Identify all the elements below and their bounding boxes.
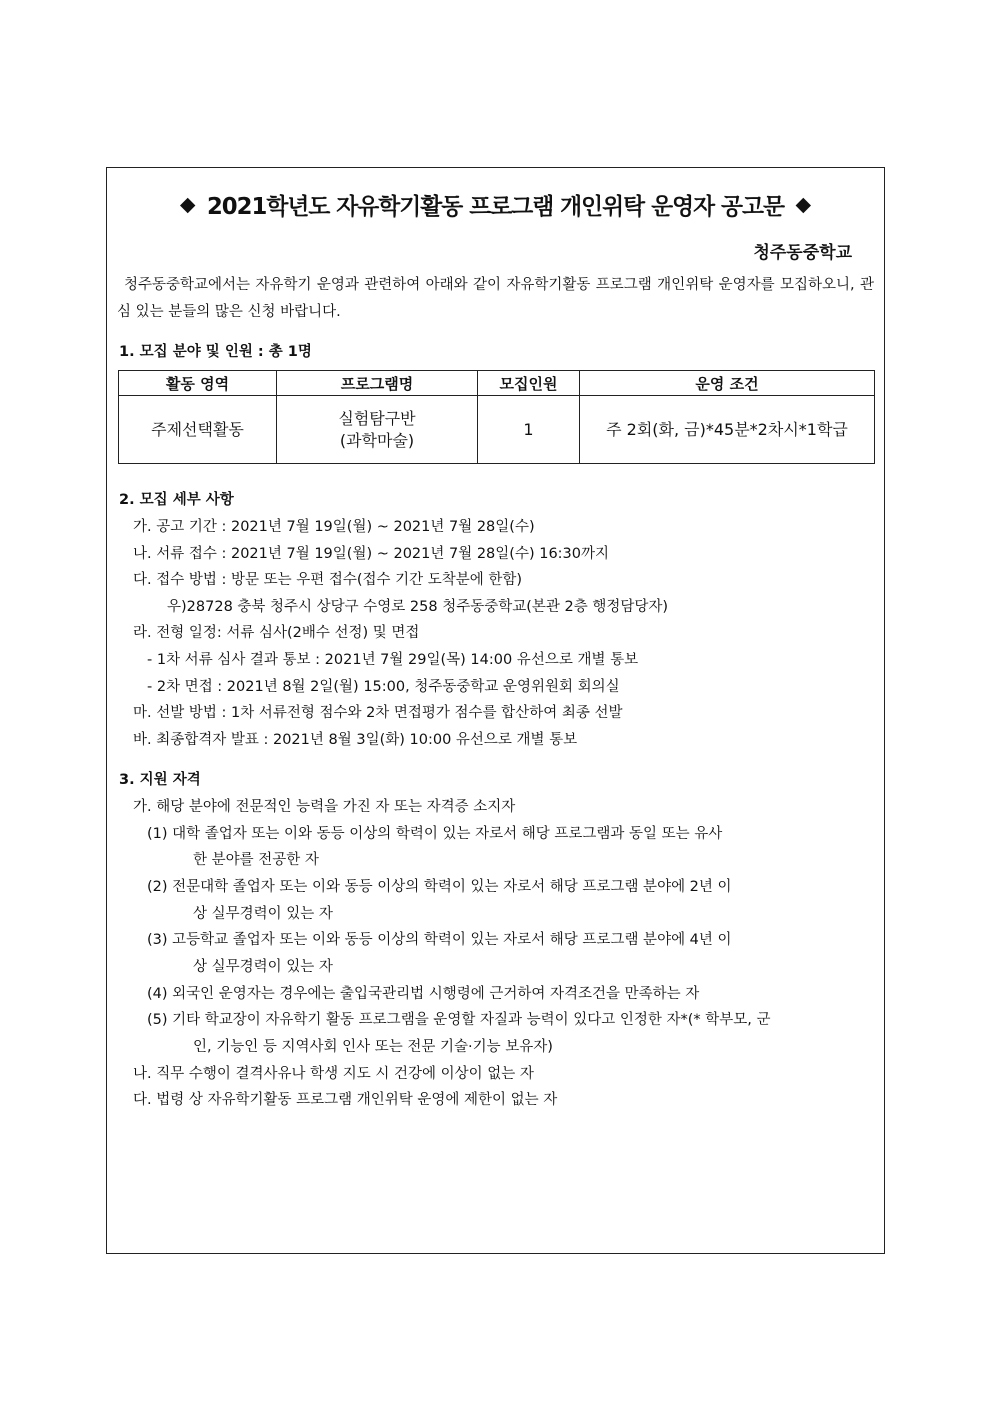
qualification-line: 가. 해당 분야에 전문적인 능력을 가진 자 또는 자격증 소지자	[133, 799, 516, 815]
detail-line: 라. 전형 일정: 서류 심사(2배수 선정) 및 면접	[133, 625, 420, 641]
intro-paragraph: 청주동중학교에서는 자유학기 운영과 관련하여 아래와 같이 자유학기활동 프로그램 개인위탁 운영자를 모집하오니, 관심 있는 분들의 많은 신청 바랍니다.	[117, 277, 874, 320]
qualification-line: (2) 전문대학 졸업자 또는 이와 동등 이상의 학력이 있는 자로서 해당 프로그램 분야에 2년 이	[147, 879, 732, 895]
table-header: 활동 영역	[119, 371, 277, 396]
qualification-line: 상 실무경력이 있는 자	[193, 959, 333, 975]
detail-line: 다. 접수 방법 : 방문 또는 우편 접수(접수 기간 도착분에 한함)	[133, 572, 523, 588]
qualification-line: (4) 외국인 운영자는 경우에는 출입국관리법 시행령에 근거하여 자격조건을 만족하는 자	[147, 986, 700, 1002]
cell-program	[277, 396, 478, 464]
table-header: 프로그램명	[277, 371, 478, 396]
school-name: 청주동중학교	[753, 243, 852, 263]
qualification-line: 인, 기능인 등 지역사회 인사 또는 전문 기술·기능 보유자)	[193, 1039, 553, 1055]
section2-heading: 2. 모집 세부 사항	[119, 492, 234, 508]
qualification-line: (5) 기타 학교장이 자유학기 활동 프로그램을 운영할 자질과 능력이 있다고 인정한 자*(* 학부모, 군	[147, 1012, 771, 1028]
detail-line: - 2차 면접 : 2021년 8월 2일(월) 15:00, 청주동중학교 운영위원회 회의실	[147, 679, 620, 695]
diamond-icon	[796, 198, 811, 214]
diamond-icon	[180, 198, 195, 214]
detail-line: 가. 공고 기간 : 2021년 7월 19일(월) ~ 2021년 7월 28일(수)	[133, 519, 535, 535]
notice-frame	[106, 167, 885, 1254]
detail-line: 나. 서류 접수 : 2021년 7월 19일(월) ~ 2021년 7월 28일(수) 16:30까지	[133, 546, 610, 562]
program-line2: (과학마술)	[339, 430, 415, 450]
qualification-line: 나. 직무 수행이 결격사유나 학생 지도 시 건강에 이상이 없는 자	[133, 1066, 534, 1082]
title-text: 2021학년도 자유학기활동 프로그램 개인위탁 운영자 공고문	[206, 194, 785, 220]
cell-area: 주제선택활동	[119, 396, 277, 464]
detail-line: 우)28728 충북 청주시 상당구 수영로 258 청주동중학교(본관 2층 행정담당자)	[167, 599, 669, 615]
cell-condition: 주 2회(화, 금)*45분*2차시*1학급	[580, 396, 875, 464]
table-row	[119, 396, 875, 464]
cell-count: 1	[478, 396, 580, 464]
qualification-line: 상 실무경력이 있는 자	[193, 906, 333, 922]
table-header: 모집인원	[478, 371, 580, 396]
notice-title	[111, 188, 880, 221]
section3-heading: 3. 지원 자격	[119, 772, 201, 788]
qualification-line: (1) 대학 졸업자 또는 이와 동등 이상의 학력이 있는 자로서 해당 프로그램과 동일 또는 유사	[147, 826, 723, 842]
qualification-line: 다. 법령 상 자유학기활동 프로그램 개인위탁 운영에 제한이 없는 자	[133, 1092, 558, 1108]
detail-line: 마. 선발 방법 : 1차 서류전형 점수와 2차 면접평가 점수를 합산하여 최종 선발	[133, 705, 623, 721]
detail-line: - 1차 서류 심사 결과 통보 : 2021년 7월 29일(목) 14:00 유선으로 개별 통보	[147, 652, 639, 668]
section1-heading: 1. 모집 분야 및 인원 : 총 1명	[119, 344, 312, 360]
qualification-line: (3) 고등학교 졸업자 또는 이와 동등 이상의 학력이 있는 자로서 해당 프로그램 분야에 4년 이	[147, 932, 732, 948]
program-line1: 실험탐구반	[338, 408, 416, 428]
recruit-table	[118, 370, 875, 464]
detail-line: 바. 최종합격자 발표 : 2021년 8월 3일(화) 10:00 유선으로 개별 통보	[133, 732, 578, 748]
table-header: 운영 조건	[580, 371, 875, 396]
table-header-row	[119, 371, 875, 396]
qualification-line: 한 분야를 전공한 자	[193, 852, 319, 868]
